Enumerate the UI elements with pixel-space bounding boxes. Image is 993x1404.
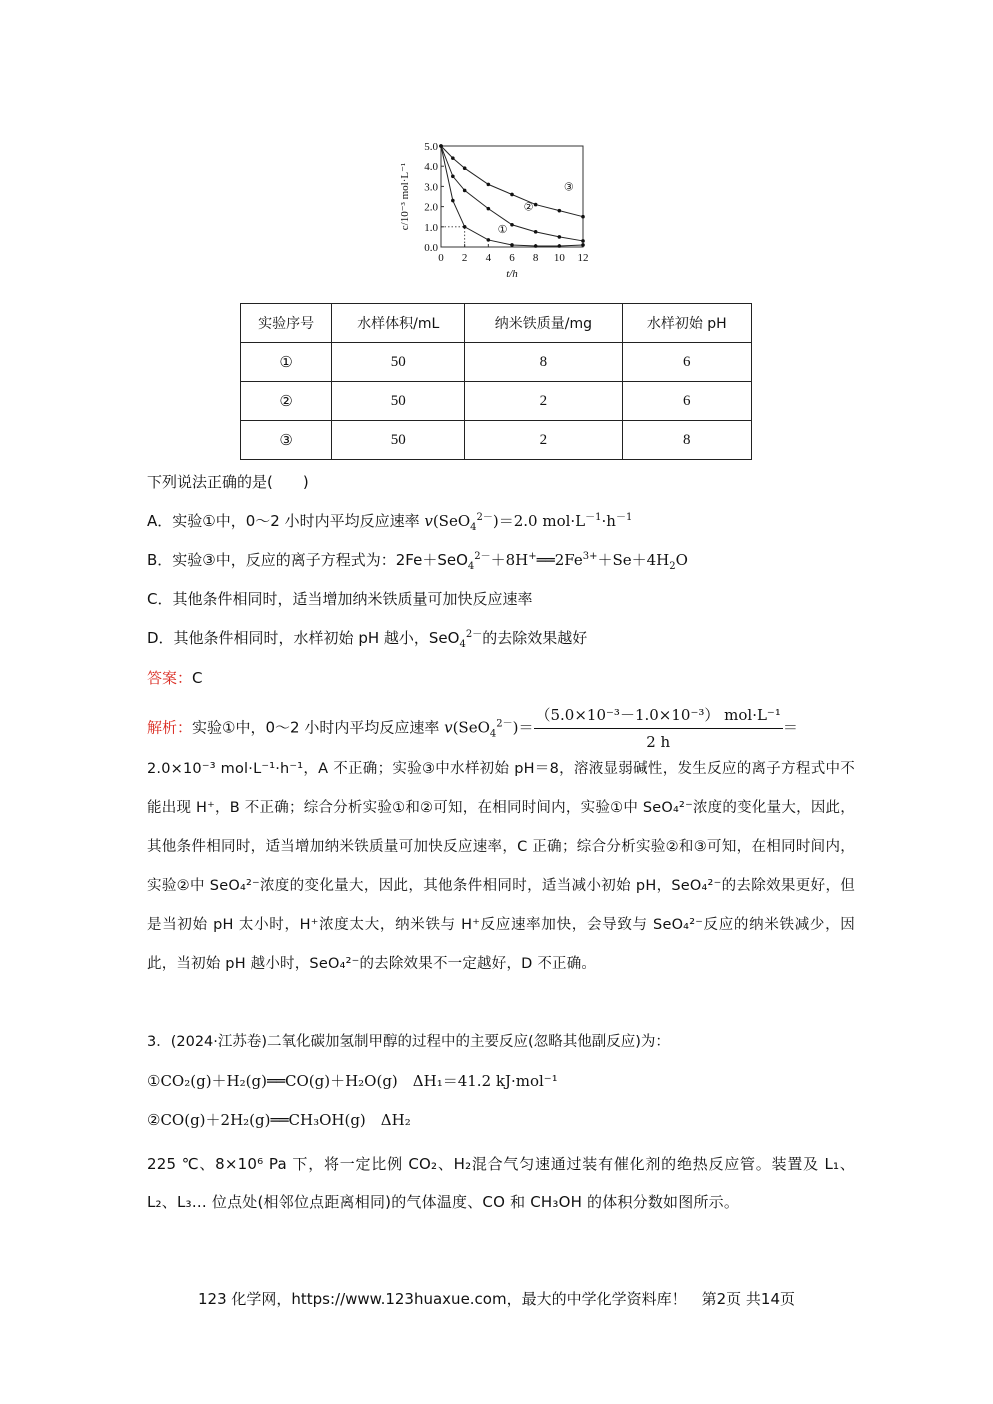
header-cell: 实验序号: [241, 304, 332, 343]
data-point: [451, 156, 455, 160]
data-point: [510, 243, 514, 247]
data-point: [487, 207, 491, 211]
table-row: [241, 421, 752, 460]
y-tick-label: 2.0: [424, 201, 438, 214]
analysis-line-1: 解析：实验①中，0～2 小时内平均反应速率 v(SeO$_4^{2-}$)＝ $\frac{\text{（5.0×10⁻³－1.0×10⁻³） mol·L⁻¹}}{2 h}$ ＝: [147, 706, 798, 751]
table-cell: 8: [622, 421, 751, 460]
option-b-text: B．实验③中，反应的离子方程式为：2Fe＋SeO: [147, 551, 468, 569]
data-point: [558, 209, 562, 213]
option-d: D．其他条件相同时，水样初始 pH 越小，SeO$_4^{2-}$的去除效果越好: [147, 629, 588, 650]
data-point: [581, 243, 585, 247]
guide-line: [441, 227, 465, 247]
x-tick-label: 6: [509, 252, 515, 264]
y-tick-label: 5.0: [424, 141, 438, 153]
option-a-seo: (SeO: [432, 512, 471, 530]
x-tick-label: 0: [438, 252, 444, 264]
table-cell: 2: [465, 382, 622, 421]
data-point: [451, 175, 455, 179]
table-cell: 2: [465, 421, 622, 460]
x-tick-label: 2: [461, 252, 468, 264]
data-point: [558, 244, 562, 248]
answer-label: 答案：: [147, 669, 193, 687]
chart-svg: [388, 134, 608, 286]
data-point: [581, 215, 585, 219]
y-tick-label: 0.0: [424, 242, 438, 254]
table-cell: 50: [332, 421, 465, 460]
table-cell: 6: [622, 343, 751, 382]
data-point: [487, 183, 491, 187]
series-label: ②: [523, 201, 534, 214]
data-point: [510, 193, 514, 197]
data-point: [439, 144, 443, 148]
series-label: ③: [563, 181, 574, 194]
y-tick-label: 4.0: [424, 161, 438, 174]
option-a-rate: )＝2.0 mol·L: [492, 512, 586, 530]
y-axis-label: c/10⁻³ mol·L⁻¹: [399, 162, 411, 231]
x-tick-label: 4: [485, 252, 492, 264]
q3-body: [147, 1145, 855, 1221]
series-line: [441, 146, 583, 217]
option-a-v: v: [424, 512, 433, 530]
q3-intro: 3．(2024·江苏卷)二氧化碳加氢制甲醇的过程中的主要反应(忽略其他副反应)为：: [147, 1034, 670, 1050]
analysis-text: 2.0×10⁻³ mol·L⁻¹·h⁻¹，A 不正确；实验③中水样初始 pH＝8，溶液显弱碱性，发生反应的离子方程式中不能出现 H⁺，B 不正确；综合分析实验①和②可知，在相同时间内，实验①中 SeO₄²⁻浓度的变化量大，因此，其他条件相同时，适当增加纳米铁质量可加快反应速率，C 正确；综合分析实验②和③可知，在相同时间内，实验②中 SeO₄²⁻浓度的变化量大，因此，其他条件相同时，适当减小初始 pH，SeO₄²⁻的去除效果更好，但是当初始 pH 太小时，H⁺浓度太大，纳米铁与 H⁺反应速率加快，会导致与 SeO₄²⁻反应的纳米铁减少，因此，当初始 pH 越小时，SeO₄²⁻的去除效果不一定越好，D 不正确。: [147, 761, 855, 972]
concentration-chart: [388, 134, 608, 286]
data-point: [487, 238, 491, 242]
experiment-table: [240, 303, 752, 460]
option-a-text: A．实验①中，0～2 小时内平均反应速率: [147, 512, 425, 530]
table-cell: ③: [241, 421, 332, 460]
data-point: [581, 239, 585, 243]
data-point: [451, 199, 455, 203]
table-header-row: [241, 304, 752, 343]
option-a: A．实验①中，0～2 小时内平均反应速率 v(SeO$_4^{2-}$)＝2.0 $mol\cdot L^{-1}\cdot h^{-1}$: [147, 512, 633, 533]
plot-frame: [441, 146, 583, 247]
data-point: [510, 223, 514, 227]
rate-fraction: $\frac{\text{（5.0×10⁻³－1.0×10⁻³） mol·L⁻¹}}{2 h}$: [535, 706, 781, 751]
data-point: [463, 225, 467, 229]
q3-reaction-2: ②CO(g)＋2H₂(g)══CH₃OH(g) ΔH₂: [147, 1111, 411, 1129]
q3-reaction-1: ①CO₂(g)＋H₂(g)══CO(g)＋H₂O(g) ΔH₁＝41.2 kJ·mol⁻¹: [147, 1072, 558, 1090]
option-b: B．实验③中，反应的离子方程式为：$2Fe+SeO_4^{2-}+8H^+══2Fe^{3+}+Se+4H_2O$: [147, 551, 688, 572]
x-tick-label: 10: [553, 252, 565, 264]
y-tick-label: 3.0: [424, 181, 438, 194]
x-tick-label: 12: [577, 252, 589, 264]
option-c: C．其他条件相同时，适当增加纳米铁质量可加快反应速率: [147, 590, 533, 608]
option-a-ion: $_4^{2-}$: [470, 512, 493, 533]
header-cell: 水样体积/mL: [332, 304, 465, 343]
analysis-label: 解析：: [147, 718, 193, 737]
analysis-body: [147, 750, 855, 984]
table-cell: 6: [622, 382, 751, 421]
table-cell: ①: [241, 343, 332, 382]
data-point: [534, 230, 538, 234]
page-footer: 123 化学网，https://www.123huaxue.com，最大的中学化学资料库！ 第2页 共14页: [197, 1290, 795, 1308]
data-point: [558, 235, 562, 239]
question-stem: 下列说法正确的是( ): [147, 473, 309, 491]
data-point: [463, 189, 467, 193]
header-cell: 水样初始 pH: [622, 304, 751, 343]
data-point: [534, 244, 538, 248]
table-cell: 50: [332, 343, 465, 382]
x-tick-label: 8: [532, 252, 539, 264]
answer: [147, 667, 203, 689]
table-row: [241, 343, 752, 382]
q3-body-text: 225 ℃、8×10⁶ Pa 下，将一定比例 CO₂、H₂混合气匀速通过装有催化剂的绝热反应管。装置及 L₁、L₂、L₃… 位点处(相邻位点距离相同)的气体温度、CO 和 CH₃OH 的体积分数如图所示。: [147, 1155, 855, 1211]
table-cell: 8: [465, 343, 622, 382]
x-axis-label: t/h: [506, 268, 518, 280]
header-cell: 纳米铁质量/mg: [465, 304, 622, 343]
data-point: [463, 166, 467, 170]
table-cell: ②: [241, 382, 332, 421]
data-point: [534, 203, 538, 207]
series-label: ①: [497, 223, 508, 236]
answer-value: C: [192, 669, 203, 687]
table-row: [241, 382, 752, 421]
table-cell: 50: [332, 382, 465, 421]
y-tick-label: 1.0: [424, 221, 438, 234]
